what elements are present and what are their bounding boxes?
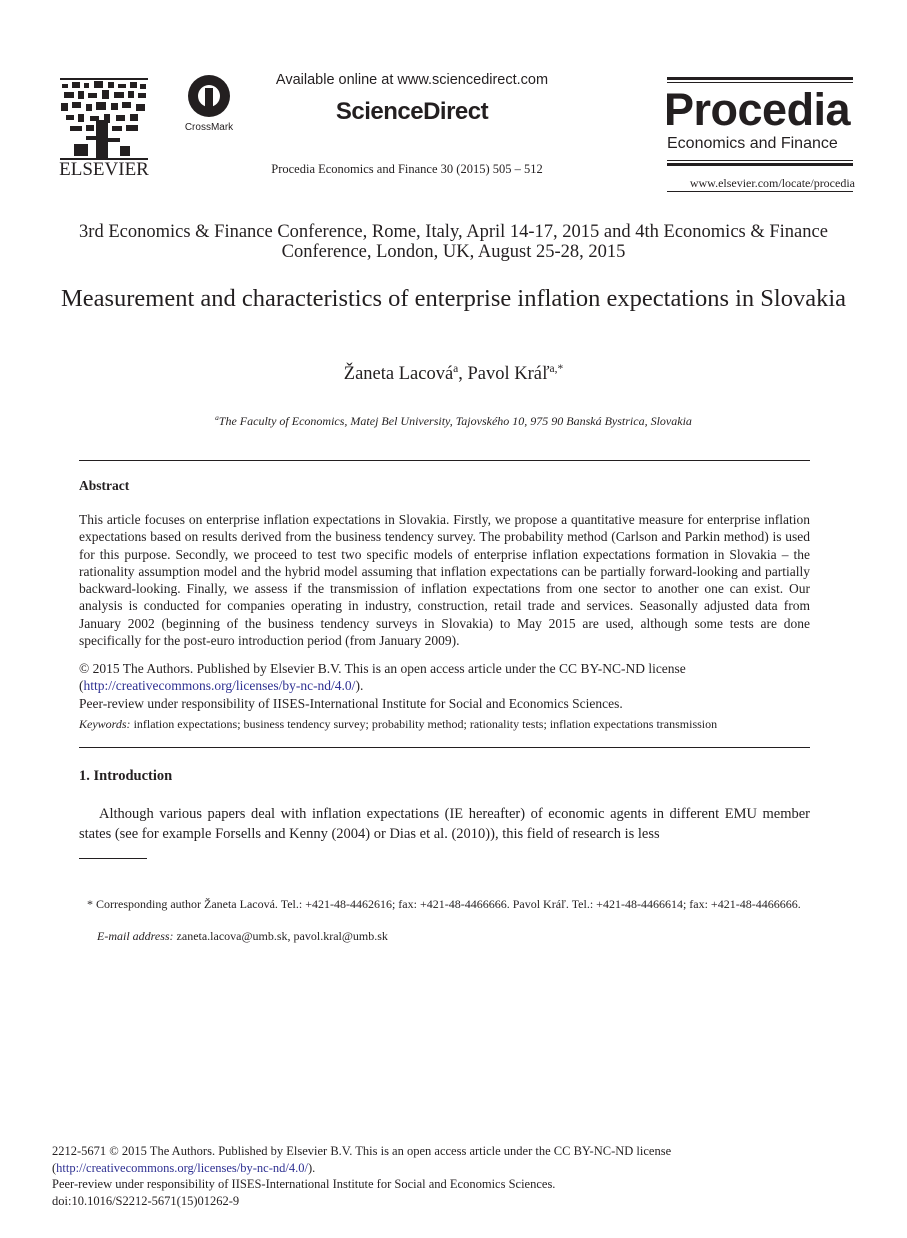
elsevier-logo: [56, 74, 152, 178]
author-2-affil: a,*: [549, 362, 564, 375]
affiliation-marker: a: [215, 413, 219, 422]
issn-license-line: 2212-5671 © 2015 The Authors. Published by Elsevier B.V. This is an open access article under the CC BY-NC-ND license: [52, 1144, 672, 1158]
procedia-title: Procedia: [664, 84, 851, 135]
abstract-bottom-rule: [79, 747, 810, 748]
affiliation: [60, 414, 847, 429]
author-2: Pavol Kráľ: [467, 364, 550, 384]
paren-close: ).: [307, 1160, 316, 1175]
email-label: E-mail address:: [97, 929, 174, 943]
paren-open: (: [52, 1160, 57, 1175]
license-link[interactable]: http://creativecommons.org/licenses/by-nc-nd/4.0/: [83, 678, 356, 694]
procedia-rule: [667, 160, 853, 161]
procedia-rule: [667, 82, 853, 83]
crossmark-badge[interactable]: [178, 74, 240, 134]
paper-title: Measurement and characteristics of enterprise inflation expectations in Slovakia: [60, 285, 847, 312]
crossmark-icon: [178, 74, 240, 134]
email-addresses[interactable]: zaneta.lacova@umb.sk, pavol.kral@umb.sk: [173, 929, 388, 943]
procedia-rule: [667, 163, 853, 166]
bottom-license-link-line: [52, 1160, 852, 1177]
bottom-peer-review: Peer-review under responsibility of IISES-International Institute for Social and Economics Sciences.: [52, 1177, 556, 1191]
bottom-license-link[interactable]: http://creativecommons.org/licenses/by-nc-nd/4.0/: [56, 1160, 308, 1175]
abstract-top-rule: [79, 460, 810, 461]
journal-reference: Procedia Economics and Finance 30 (2015) 505 – 512: [271, 162, 543, 176]
license-link-line: [79, 677, 810, 694]
doi[interactable]: doi:10.1016/S2212-5671(15)01262-9: [52, 1193, 240, 1208]
keywords-list: inflation expectations; business tendency survey; probability method; rationality tests; inflation expectations transmission: [130, 717, 718, 731]
footnote-rule: [79, 858, 147, 859]
abstract-heading: Abstract: [79, 478, 130, 493]
crossmark-label: CrossMark: [184, 122, 234, 133]
introduction-heading: 1. Introduction: [79, 768, 173, 784]
author-1: Žaneta Lacová: [343, 364, 454, 384]
email-footnote: [97, 929, 810, 944]
author-separator: ,: [458, 364, 468, 384]
abstract-text: This article focuses on enterprise inflation expectations in Slovakia. Firstly, we propose a quantitative measure for enterprise inflation expectations based on results derived from the business tendency survey. The probability method (Carlson and Parkin method) is used for this purpose. Secondly, we proceed to test two specific models of enterprise inflation expectations formation in Slovakia – the rationality assumption model and the hybrid model assuming that inflation expectations can be partially forward-looking and partially backward-looking. Finally, we assess if the transmission of inflation expectations from one sector to another one can exist. Our analysis is conducted for companies operating in industry, construction, retail trade and services. Seasonally adjusted data from January 2002 (beginning of the business tendency surveys in Slovakia) to May 2015 are used, although some tests are done specifically for the post-euro introduction period (from January 2009).: [79, 512, 810, 649]
procedia-rule: [667, 77, 853, 80]
procedia-subtitle: Economics and Finance: [667, 135, 838, 152]
affiliation-text: The Faculty of Economics, Matej Bel University, Tajovského 10, 975 90 Banská Bystrica, Slovakia: [218, 414, 692, 428]
author-1-affil: a: [453, 362, 459, 375]
elsevier-tree-icon: [56, 74, 152, 178]
sciencedirect-logo: ScienceDirect: [335, 98, 489, 125]
introduction-text: Although various papers deal with inflation expectations (IE hereafter) of economic agents in different EMU member states (see for example Forsells and Kenny (2004) or Dias et al. (2010)), this field of research is less: [79, 806, 810, 842]
paren-open: (: [79, 678, 84, 694]
keywords: [79, 717, 810, 732]
corresponding-author-footnote: * Corresponding author Žaneta Lacová. Tel.: +421-48-4462616; fax: +421-48-4466666. Pavol Kráľ. Tel.: +421-48-4466614; fax: +421-48-4466666.: [87, 897, 801, 911]
license-line: © 2015 The Authors. Published by Elsevier B.V. This is an open access article under the CC BY-NC-ND license: [79, 661, 686, 676]
available-online: Available online at www.sciencedirect.com: [275, 72, 549, 88]
elsevier-label: ELSEVIER: [59, 159, 149, 178]
conference-line: 3rd Economics & Finance Conference, Rome, Italy, April 14-17, 2015 and 4th Economics & Finance Conference, London, UK, August 25-28, 2015: [79, 222, 828, 262]
procedia-url[interactable]: www.elsevier.com/locate/procedia: [689, 176, 855, 190]
authors: [60, 364, 847, 385]
license-block: [79, 660, 810, 712]
peer-review: Peer-review under responsibility of IISES-International Institute for Social and Economics Sciences.: [79, 695, 623, 711]
keywords-label: Keywords:: [79, 717, 131, 731]
paren-close: ).: [355, 678, 364, 694]
bottom-copyright: [52, 1143, 852, 1209]
procedia-rule: [667, 191, 853, 192]
